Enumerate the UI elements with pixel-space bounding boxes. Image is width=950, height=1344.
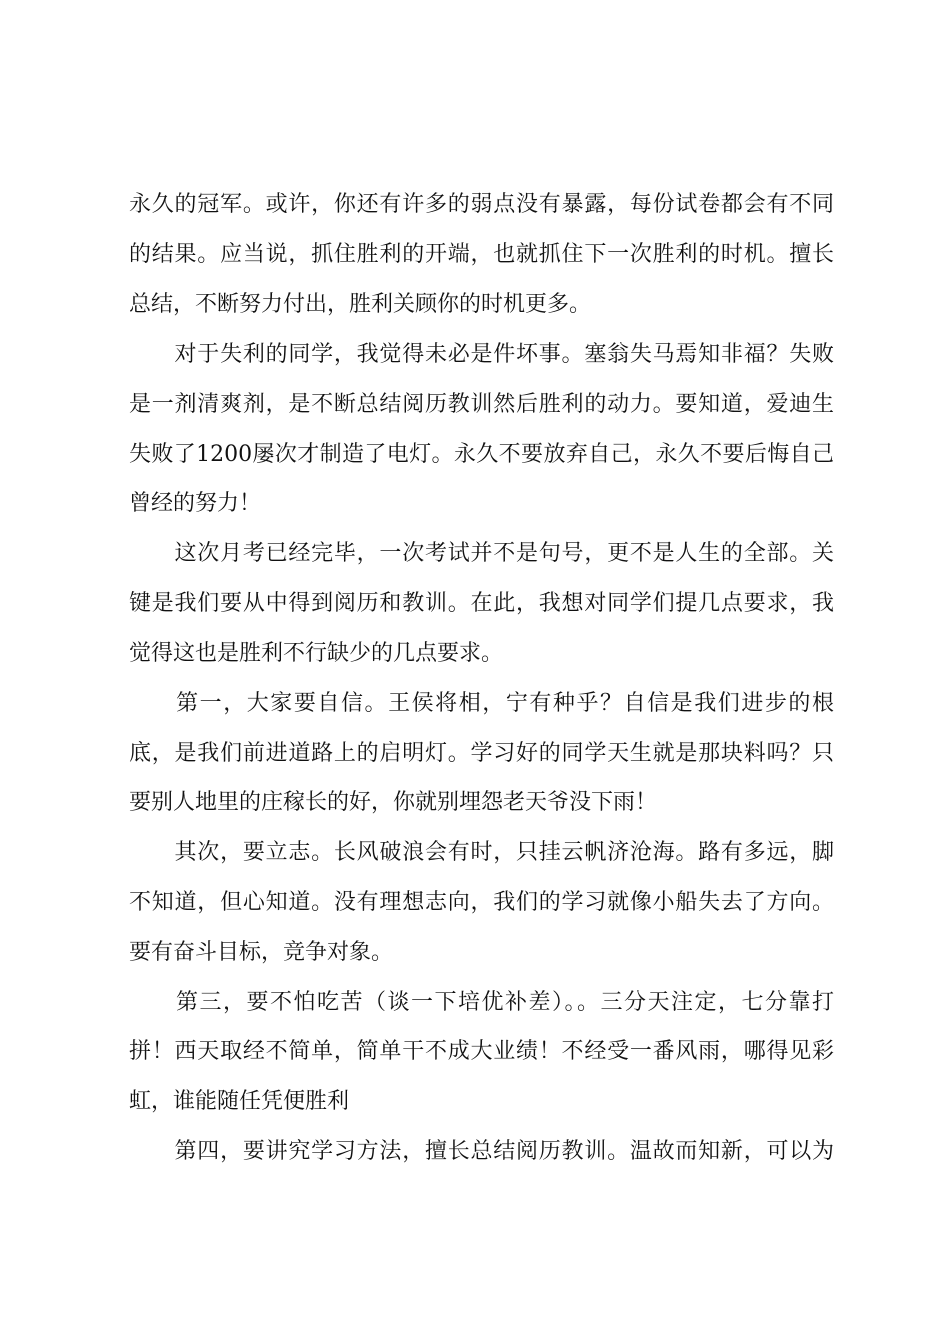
text-line: 第一，大家要自信。王侯将相，宁有种乎？自信是我们进步的根	[129, 691, 834, 716]
text-line: 底，是我们前进道路上的启明灯。学习好的同学天生就是那块料吗？只	[129, 741, 834, 766]
text-line: 觉得这也是胜利不行缺少的几点要求。	[129, 641, 504, 666]
text-line: 键是我们要从中得到阅历和教训。在此，我想对同学们提几点要求，我	[129, 591, 834, 616]
text-line: 的结果。应当说，抓住胜利的开端，也就抓住下一次胜利的时机。擅长	[129, 242, 834, 267]
text-line: 拼！西天取经不简单，简单干不成大业绩！不经受一番风雨，哪得见彩	[129, 1039, 834, 1064]
text-line: 第三，要不怕吃苦（谈一下培优补差）。。三分天注定，七分靠打	[129, 990, 834, 1015]
text-line: 这次月考已经完毕，一次考试并不是句号，更不是人生的全部。关	[129, 541, 834, 566]
text-line: 要别人地里的庄稼长的好，你就别埋怨老天爷没下雨！	[129, 790, 658, 815]
text-line: 曾经的努力！	[129, 491, 262, 516]
text-line: 失败了1200屡次才制造了电灯。永久不要放弃自己，永久不要后悔自己	[129, 442, 834, 467]
text-line: 总结，不断努力付出，胜利关顾你的时机更多。	[129, 292, 592, 317]
text-line: 第四，要讲究学习方法，擅长总结阅历教训。温故而知新，可以为	[129, 1139, 834, 1164]
text-line: 不知道，但心知道。没有理想志向，我们的学习就像小船失去了方向。	[129, 890, 834, 915]
text-line: 要有奋斗目标，竞争对象。	[129, 940, 394, 965]
text-line: 其次，要立志。长风破浪会有时，只挂云帆济沧海。路有多远，脚	[129, 840, 834, 865]
text-line: 永久的冠军。或许，你还有许多的弱点没有暴露，每份试卷都会有不同	[129, 192, 834, 217]
text-line: 虹，谁能随任凭便胜利	[129, 1089, 350, 1114]
text-line: 是一剂清爽剂，是不断总结阅历教训然后胜利的动力。要知道，爱迪生	[129, 392, 834, 417]
text-line: 对于失利的同学，我觉得未必是件坏事。塞翁失马焉知非福？失败	[129, 342, 834, 367]
